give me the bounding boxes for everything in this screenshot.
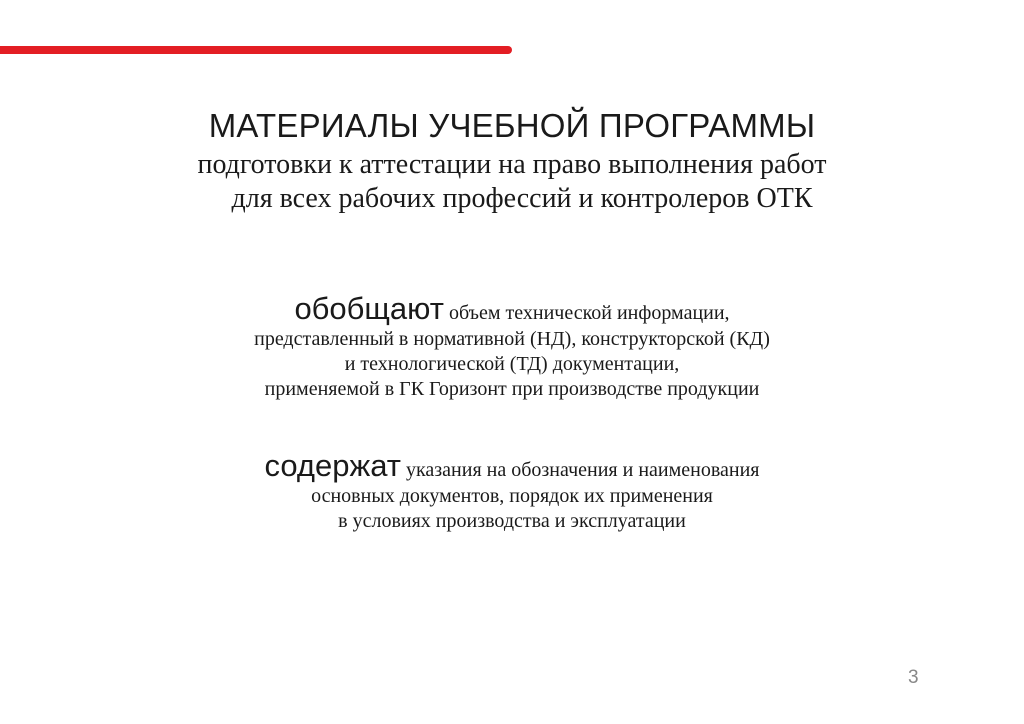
paragraph-2-line-2: основных документов, порядок их применения: [311, 485, 713, 507]
page-number: 3: [908, 667, 919, 688]
paragraph-1-line-1: [0, 291, 1024, 327]
paragraph-1-lead-word: обобщают: [294, 291, 444, 326]
slide-title: [0, 104, 1024, 216]
paragraph-1-line-2: представленный в нормативной (НД), конструкторской (КД): [254, 328, 770, 350]
red-accent-bar: [0, 46, 512, 54]
paragraph-1-line-1-text: объем технической информации,: [443, 302, 730, 324]
paragraph-2-lead-word: содержат: [264, 448, 401, 483]
title-main: МАТЕРИАЛЫ УЧЕБНОЙ ПРОГРАММЫ: [208, 107, 816, 144]
title-subtitle-line-2: для всех рабочих профессий и контролеров ОТК: [231, 183, 813, 214]
paragraph-2-line-1-text: указания на обозначения и наименования: [400, 459, 760, 481]
title-subtitle-line-1: подготовки к аттестации на право выполнения работ: [197, 149, 827, 180]
paragraph-contain: [0, 448, 1024, 534]
paragraph-2-line-1: [0, 448, 1024, 484]
paragraph-generalize: [0, 291, 1024, 402]
paragraph-1-line-3: и технологической (ТД) документации,: [344, 353, 680, 375]
paragraph-2-line-3: в условиях производства и эксплуатации: [338, 510, 686, 532]
paragraph-1-line-4: применяемой в ГК Горизонт при производстве продукции: [264, 378, 760, 400]
